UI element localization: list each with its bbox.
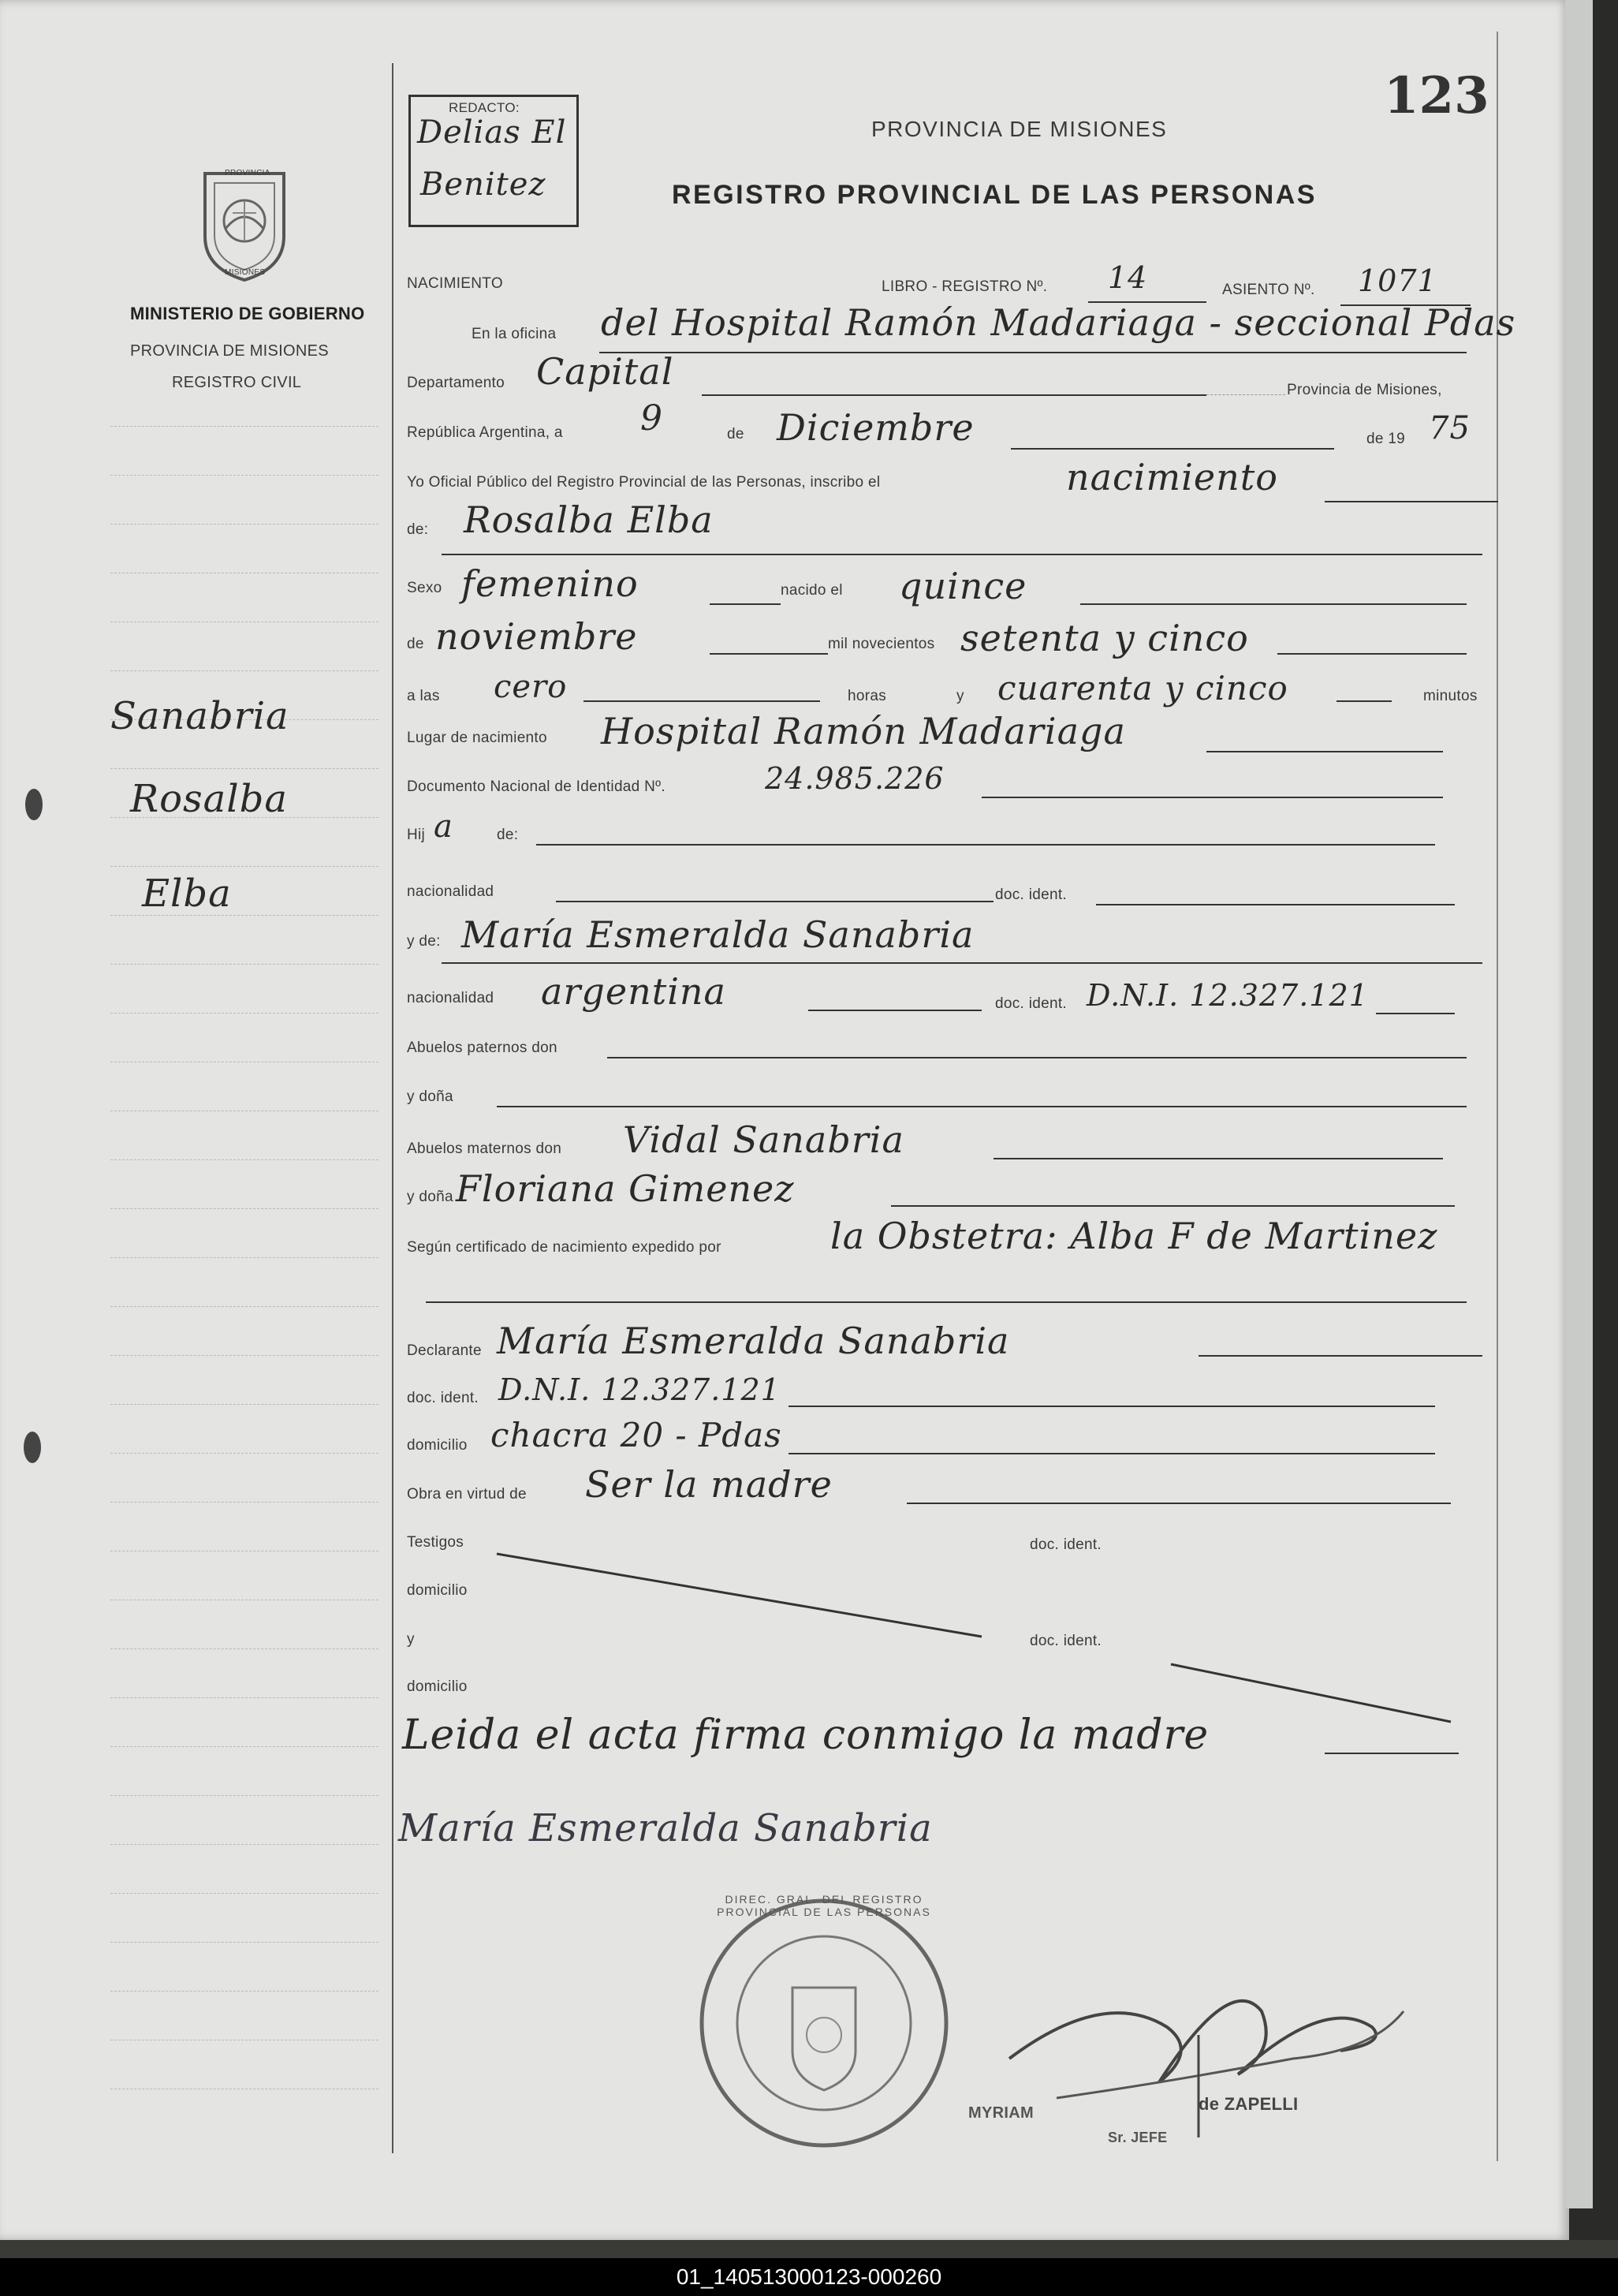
oficina-line [599,352,1467,353]
coat-of-arms-icon [189,166,300,284]
y2-label: y [407,1631,415,1648]
testigos-label: Testigos [407,1534,464,1551]
margin-rule [110,475,378,476]
de-label: de [727,426,744,442]
image-caption: 01_140513000123-000260 [0,2258,1618,2296]
obra-label: Obra en virtud de [407,1486,527,1503]
official-stamp [694,1893,954,2153]
madre-value: María Esmeralda Sanabria [461,913,975,956]
margin-rule [110,1502,378,1503]
republica-label: República Argentina, a [407,424,563,441]
margin-rule [110,1942,378,1943]
anio-nacimiento-value: setenta y cinco [960,617,1249,659]
margin-rule [110,1404,378,1405]
dotted-line [1206,394,1285,395]
asiento-value: 1071 [1358,263,1437,298]
margin-rule [110,524,378,525]
margin-rule [110,1257,378,1258]
abuela-materna-value: Floriana Gimenez [456,1167,795,1210]
hijo-de-label: de: [497,827,519,843]
hijo-line [536,844,1435,846]
de3-label: de [407,636,424,652]
y-label: y [956,688,964,704]
obra-line [907,1503,1451,1504]
domicilio-label: domicilio [407,1437,468,1454]
margin-rule [110,670,378,671]
margin-rule [110,1893,378,1894]
margin-rule [110,1844,378,1845]
doc-ident2-value: D.N.I. 12.327.121 [1087,978,1369,1013]
strike-lines [394,1530,1498,1735]
margin-first-name: Rosalba [130,777,288,821]
dni-value: 24.985.226 [765,761,945,796]
doc-ident4-label: doc. ident. [1030,1536,1102,1553]
nacido-label: nacido el [781,582,843,599]
doc-ident-line [1096,904,1455,905]
doc-ident2-line [1376,1013,1455,1014]
oficina-label: En la oficina [472,326,557,342]
page-number: 123 [1384,66,1489,125]
domicilio3-label: domicilio [407,1678,468,1695]
y-de-label: y de: [407,933,441,950]
declarante-label: Declarante [407,1342,482,1359]
doc-ident5-label: doc. ident. [1030,1633,1102,1649]
oficina-value: del Hospital Ramón Madariaga - seccional Pdas [601,301,1516,344]
dni-label: Documento Nacional de Identidad Nº. [407,778,665,795]
hijo-label: Hij [407,827,426,843]
minutos-line [1337,700,1392,702]
horas-line [583,700,820,702]
column-separator [392,63,393,2153]
nacionalidad-label: nacionalidad [407,883,494,900]
obra-value: Ser la madre [585,1463,833,1506]
declarante-line [1199,1355,1482,1357]
day-value: 9 [640,398,663,439]
anio-line [1277,653,1467,655]
margin-rule [110,426,378,427]
binding-hole [24,1432,41,1463]
y-dona2-label: y doña [407,1189,453,1205]
redacto-box [408,95,579,227]
margin-rule [110,1453,378,1454]
lugar-line [1206,751,1443,752]
abuelo-materno-value: Vidal Sanabria [623,1118,904,1161]
departamento-label: Departamento [407,375,505,391]
redacto-line1: Delias El [417,114,567,151]
margin-rule [110,1355,378,1356]
margin-rule [110,1746,378,1747]
acto-line [1325,501,1498,502]
y-dona-label: y doña [407,1088,453,1105]
a-las-label: a las [407,688,440,704]
year-value: 75 [1429,410,1471,446]
nacido-line [1080,603,1467,605]
redacto-line2: Benitez [420,166,546,203]
doc-ident3-line [788,1406,1435,1407]
officer-name: MYRIAM [968,2104,1034,2122]
minutos-value: cuarenta y cinco [997,669,1288,707]
right-border-line [1497,32,1498,2161]
doc-ident3-label: doc. ident. [407,1390,479,1406]
nacionalidad2-line [808,1010,982,1011]
abuela-materna-line [891,1205,1455,1207]
horas-value: cero [494,669,568,705]
nacionalidad2-value: argentina [541,970,726,1013]
mes-line [710,653,828,655]
hijo-suffix: a [434,808,453,845]
page-edge [1565,0,1593,2208]
margin-rule [110,1795,378,1796]
ministry-province: PROVINCIA DE MISIONES [130,342,329,360]
seal-bottom-text: MISIONES [225,268,266,277]
domicilio-line [788,1453,1435,1454]
horas-label: horas [848,688,887,704]
libro-value: 14 [1108,260,1148,295]
margin-rule [110,866,378,867]
sexo-label: Sexo [407,580,442,596]
margin-rule [110,768,378,769]
mil-label: mil novecientos [828,636,935,652]
nacionalidad2-label: nacionalidad [407,990,494,1006]
de2-label: de: [407,521,429,538]
nacido-value: quince [899,565,1027,607]
stamp-icon [694,1893,954,2153]
nombre-value: Rosalba Elba [464,498,714,541]
margin-rule [110,1991,378,1992]
doc-ident3-value: D.N.I. 12.327.121 [498,1372,781,1407]
header-registry-title: REGISTRO PROVINCIAL DE LAS PERSONAS [672,180,1317,210]
redacto-label: REDACTO: [449,100,520,115]
margin-rule [110,1159,378,1160]
nacionalidad-line [556,901,994,902]
margin-second-name: Elba [142,872,232,916]
oficial-label: Yo Oficial Público del Registro Provincial de las Personas, inscribo el [407,474,881,491]
officer-surname: de ZAPELLI [1199,2094,1299,2114]
stamp-ring-text: DIREC. GRAL. DEL REGISTRO PROVINCIAL DE LAS PERSONAS [717,1893,931,1918]
provincia-label: Provincia de Misiones, [1287,382,1442,398]
margin-rule [110,1013,378,1014]
ministry-title: MINISTERIO DE GOBIERNO [130,304,365,323]
certificado-line [426,1301,1467,1303]
lugar-label: Lugar de nacimiento [407,730,547,746]
margin-rule [110,1306,378,1307]
binding-hole [25,789,43,820]
domicilio-value: chacra 20 - Pdas [490,1416,782,1454]
certificado-label: Según certificado de nacimiento expedido por [407,1239,721,1256]
margin-surname: Sanabria [110,694,289,738]
madre-line [442,962,1482,964]
ministry-seal [189,166,300,284]
margin-rule [110,1697,378,1698]
domicilio2-label: domicilio [407,1582,468,1599]
margin-rule [110,1208,378,1209]
declarante-value: María Esmeralda Sanabria [497,1320,1010,1362]
mother-signature: María Esmeralda Sanabria [398,1806,933,1850]
doc-ident2-label: doc. ident. [995,995,1067,1012]
acto-value: nacimiento [1066,456,1278,498]
closing-line [1325,1753,1459,1754]
lugar-value: Hospital Ramón Madariaga [601,710,1126,752]
abuelos-paternos-line [607,1057,1467,1058]
margin-rule [110,1648,378,1649]
header-province: PROVINCIA DE MISIONES [871,117,1168,141]
abuelos-paternos-label: Abuelos paternos don [407,1040,557,1056]
minutos-label: minutos [1423,688,1478,704]
abuelo-materno-line [994,1158,1443,1159]
departamento-line [702,394,1206,396]
sexo-value: femenino [461,562,639,605]
nombre-line [442,554,1482,555]
departamento-value: Capital [536,350,674,393]
certificado-value: la Obstetra: Alba F de Martinez [830,1215,1438,1257]
asiento-label: ASIENTO Nº. [1222,282,1315,298]
doc-ident-label: doc. ident. [995,887,1067,903]
abuelos-maternos-label: Abuelos maternos don [407,1141,562,1157]
y-dona-line [497,1106,1467,1107]
scan-bottom-band [0,2240,1618,2258]
month-value: Diciembre [777,406,975,449]
month-line [1011,448,1334,450]
libro-label: LIBRO - REGISTRO Nº. [882,278,1048,295]
officer-title: Sr. JEFE [1108,2130,1168,2145]
de-year-label: de 19 [1366,431,1406,447]
closing-text: Leida el acta firma conmigo la madre [402,1712,1210,1759]
sexo-line [710,603,781,605]
ministry-registry: REGISTRO CIVIL [172,374,302,391]
seal-top-text: PROVINCIA [225,169,270,177]
dni-line [982,797,1443,798]
margin-rule [110,964,378,965]
mes-nacimiento-value: noviembre [435,615,638,658]
nacimiento-label: NACIMIENTO [407,275,503,292]
